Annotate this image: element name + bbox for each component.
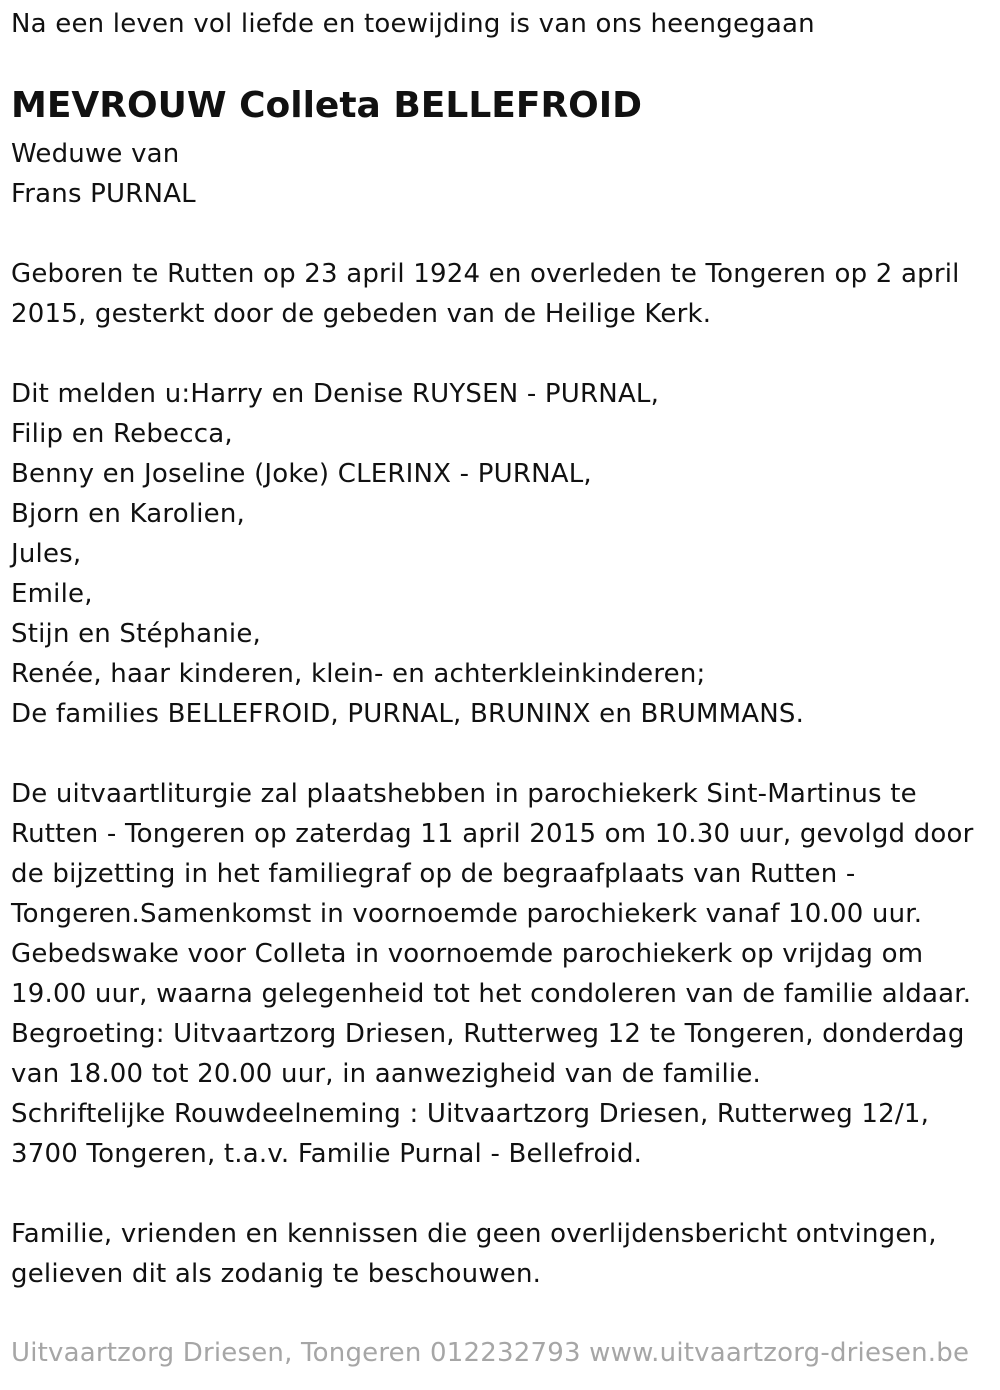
intro-text: Na een leven vol liefde en toewijding is van ons heengegaan bbox=[11, 9, 815, 39]
announcer-line: De families BELLEFROID, PURNAL, BRUNINX en BRUMMANS. bbox=[11, 699, 805, 729]
closing-line: gelieven dit als zodanig te beschouwen. bbox=[11, 1259, 542, 1289]
funeral-line: van 18.00 tot 20.00 uur, in aanwezigheid van de familie. bbox=[11, 1059, 761, 1089]
announcer-line: Stijn en Stéphanie, bbox=[11, 619, 262, 649]
birth-death-line: 2015, gesterkt door de gebeden van de Heilige Kerk. bbox=[11, 299, 712, 329]
birth-death-block bbox=[11, 254, 960, 334]
funeral-details-block bbox=[11, 774, 974, 1174]
funeral-line: Tongeren.Samenkomst in voornoemde parochiekerk vanaf 10.00 uur. bbox=[11, 899, 923, 929]
closing-line: Familie, vrienden en kennissen die geen overlijdensbericht ontvingen, bbox=[11, 1219, 937, 1249]
funeral-line: Gebedswake voor Colleta in voornoemde parochiekerk op vrijdag om bbox=[11, 939, 924, 969]
announcer-line: Filip en Rebecca, bbox=[11, 419, 233, 449]
widow-block bbox=[11, 134, 196, 214]
announcer-line: Emile, bbox=[11, 579, 93, 609]
announcer-line: Renée, haar kinderen, klein- en achterkleinkinderen; bbox=[11, 659, 706, 689]
announcer-line: Benny en Joseline (Joke) CLERINX - PURNAL, bbox=[11, 459, 592, 489]
announcers-block bbox=[11, 374, 804, 734]
funeral-line: 3700 Tongeren, t.a.v. Familie Purnal - Bellefroid. bbox=[11, 1139, 643, 1169]
funeral-line: Begroeting: Uitvaartzorg Driesen, Rutterweg 12 te Tongeren, donderdag bbox=[11, 1019, 965, 1049]
announcer-line: Bjorn en Karolien, bbox=[11, 499, 246, 529]
funeral-line: 19.00 uur, waarna gelegenheid tot het condoleren van de familie aldaar. bbox=[11, 979, 972, 1009]
widow-line: Weduwe van bbox=[11, 139, 180, 169]
funeral-line: Schriftelijke Rouwdeelneming : Uitvaartzorg Driesen, Rutterweg 12/1, bbox=[11, 1099, 930, 1129]
funeral-home-footer: Uitvaartzorg Driesen, Tongeren 012232793 www.uitvaartzorg-driesen.be bbox=[11, 1338, 970, 1368]
announcer-line: Dit melden u:Harry en Denise RUYSEN - PURNAL, bbox=[11, 379, 660, 409]
spouse-name: Frans PURNAL bbox=[11, 179, 196, 209]
funeral-line: De uitvaartliturgie zal plaatshebben in parochiekerk Sint-Martinus te bbox=[11, 779, 917, 809]
deceased-name: MEVROUW Colleta BELLEFROID bbox=[11, 85, 643, 126]
birth-death-line: Geboren te Rutten op 23 april 1924 en overleden te Tongeren op 2 april bbox=[11, 259, 960, 289]
closing-block bbox=[11, 1214, 937, 1294]
funeral-line: de bijzetting in het familiegraf op de begraafplaats van Rutten - bbox=[11, 859, 856, 889]
announcer-line: Jules, bbox=[11, 539, 82, 569]
funeral-line: Rutten - Tongeren op zaterdag 11 april 2015 om 10.30 uur, gevolgd door bbox=[11, 819, 974, 849]
